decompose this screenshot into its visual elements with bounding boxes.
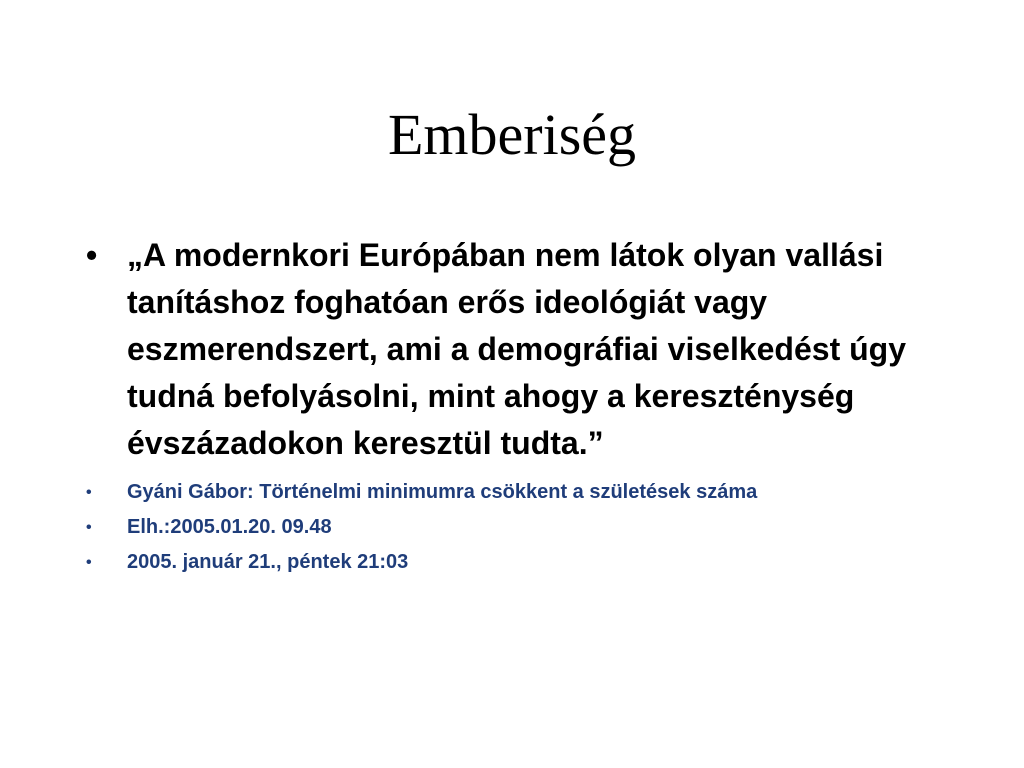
bullet-marker: • xyxy=(86,554,92,571)
quote-bullet xyxy=(86,232,956,467)
date-text: 2005. január 21., péntek 21:03 xyxy=(127,551,409,573)
quote-text: „A modernkori Európában nem látok olyan vallási tanításhoz foghatóan erős ideológiát vagy eszmerendszert, ami a demográfiai viselkedést úgy tudná befolyásolni, mint ahogy a kereszténység évszázadokon keresztül tudta.” xyxy=(127,237,906,461)
source-title-text: Gyáni Gábor: Történelmi minimumra csökkent a születések száma xyxy=(127,481,758,503)
bullet-marker: • xyxy=(86,237,98,273)
slide-title: Emberiség xyxy=(387,102,637,167)
posted-timestamp-text: Elh.:2005.01.20. 09.48 xyxy=(127,516,332,538)
bullet-marker: • xyxy=(86,484,92,501)
source-bullet xyxy=(86,510,956,545)
bullet-list xyxy=(86,232,956,580)
source-bullet xyxy=(86,475,956,510)
bullet-marker: • xyxy=(86,519,92,536)
source-bullet xyxy=(86,545,956,580)
